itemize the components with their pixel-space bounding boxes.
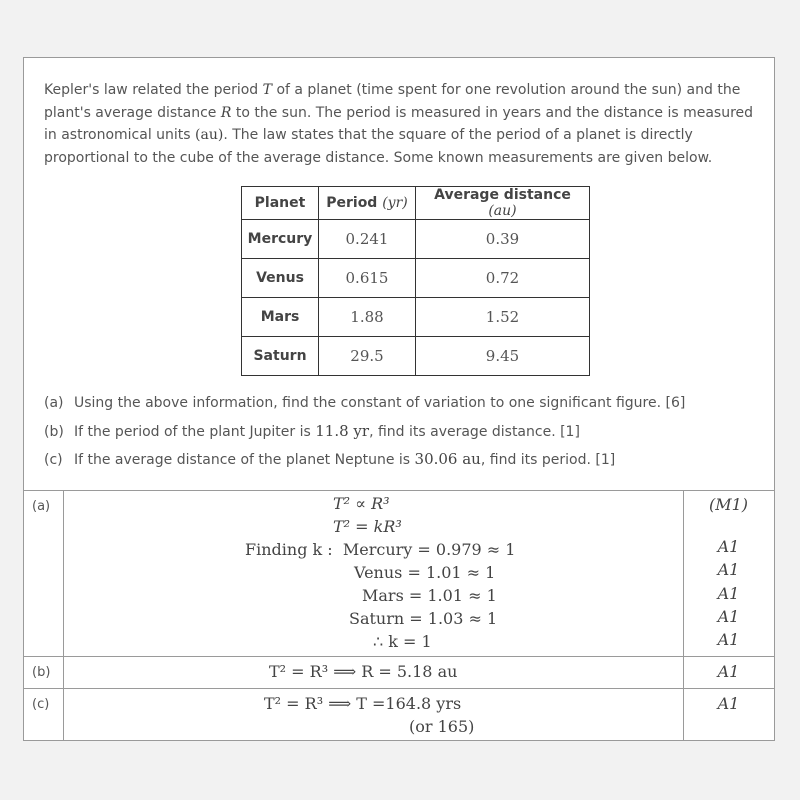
- planet-cell: Mars: [242, 298, 319, 337]
- question-list: [44, 393, 764, 477]
- question-c: (c) If the average distance of the planet Neptune is 30.06 au, find its period. [1]: [44, 450, 616, 468]
- answer-a-line-5: Mars = 1.01 ≈ 1: [362, 586, 497, 605]
- planet-cell: Saturn: [242, 337, 319, 376]
- measurements-table: [241, 186, 590, 376]
- intro-text-4: . The law states that the square of the period of a planet is directly proportional to the cube of the average distance. Some known measurements are given below.: [44, 127, 713, 166]
- intro-text-3: to the sun. The period is measured in years and the distance is measured in astronomical units: [44, 104, 754, 143]
- answer-a-line-6: Saturn = 1.03 ≈ 1: [349, 609, 498, 628]
- answer-label-c: (c): [32, 697, 50, 712]
- answer-a-line-1: T² ∝ R³: [333, 494, 390, 513]
- question-card: [23, 57, 775, 741]
- symbol-R: R: [220, 104, 232, 121]
- planet-cell: Mercury: [242, 220, 319, 259]
- period-cell: 0.615: [319, 259, 416, 298]
- answer-a-line-4: Venus = 1.01 ≈ 1: [354, 563, 496, 582]
- table-row: [242, 259, 590, 298]
- intro-paragraph: [44, 79, 764, 169]
- intro-text-1: Kepler's law related the period: [44, 82, 263, 98]
- answer-b-line-1: T² = R³ ⟹ R = 5.18 au: [269, 662, 458, 681]
- answer-label-b: (b): [32, 665, 51, 680]
- unit-au: (au): [195, 127, 224, 143]
- markscheme-table: [24, 490, 774, 741]
- planet-cell: Venus: [242, 259, 319, 298]
- header-period: Period (yr): [319, 187, 416, 220]
- distance-cell: 9.45: [416, 337, 590, 376]
- header-planet: Planet: [242, 187, 319, 220]
- distance-cell: 0.39: [416, 220, 590, 259]
- answer-label-a: (a): [32, 499, 51, 514]
- answer-row-a: [24, 490, 774, 656]
- mark: (M1): [708, 495, 749, 514]
- table-row: [242, 298, 590, 337]
- intro-text-2: of a planet (time spent for one revolution around the sun) and the plant's average distance: [44, 82, 741, 121]
- distance-cell: 0.72: [416, 259, 590, 298]
- mark: A1: [717, 662, 740, 681]
- period-cell: 0.241: [319, 220, 416, 259]
- period-cell: 29.5: [319, 337, 416, 376]
- answer-row-c: [24, 688, 774, 741]
- question-a: (a) Using the above information, find the constant of variation to one significant figure. [6]: [44, 395, 686, 411]
- mark: A1: [717, 630, 740, 649]
- header-distance: Average distance (au): [416, 187, 590, 220]
- answer-c-line-2: (or 165): [409, 717, 475, 736]
- table-row: [242, 220, 590, 259]
- answer-row-b: [24, 656, 774, 688]
- answer-a-line-2: T² = kR³: [333, 517, 402, 536]
- question-b: (b) If the period of the plant Jupiter is 11.8 yr, find its average distance. [1]: [44, 422, 580, 440]
- answer-c-line-1: T² = R³ ⟹ T =164.8 yrs: [264, 694, 462, 713]
- mark: A1: [717, 607, 740, 626]
- answer-a-line-7: ∴ k = 1: [373, 632, 432, 651]
- table-header-row: [242, 187, 590, 220]
- mark: A1: [717, 560, 740, 579]
- mark: A1: [717, 584, 740, 603]
- distance-cell: 1.52: [416, 298, 590, 337]
- symbol-T: T: [262, 82, 272, 98]
- table-row: [242, 337, 590, 376]
- answer-a-line-3: Finding k : Mercury = 0.979 ≈ 1: [245, 540, 516, 559]
- mark: A1: [717, 537, 740, 556]
- mark: A1: [717, 694, 740, 713]
- period-cell: 1.88: [319, 298, 416, 337]
